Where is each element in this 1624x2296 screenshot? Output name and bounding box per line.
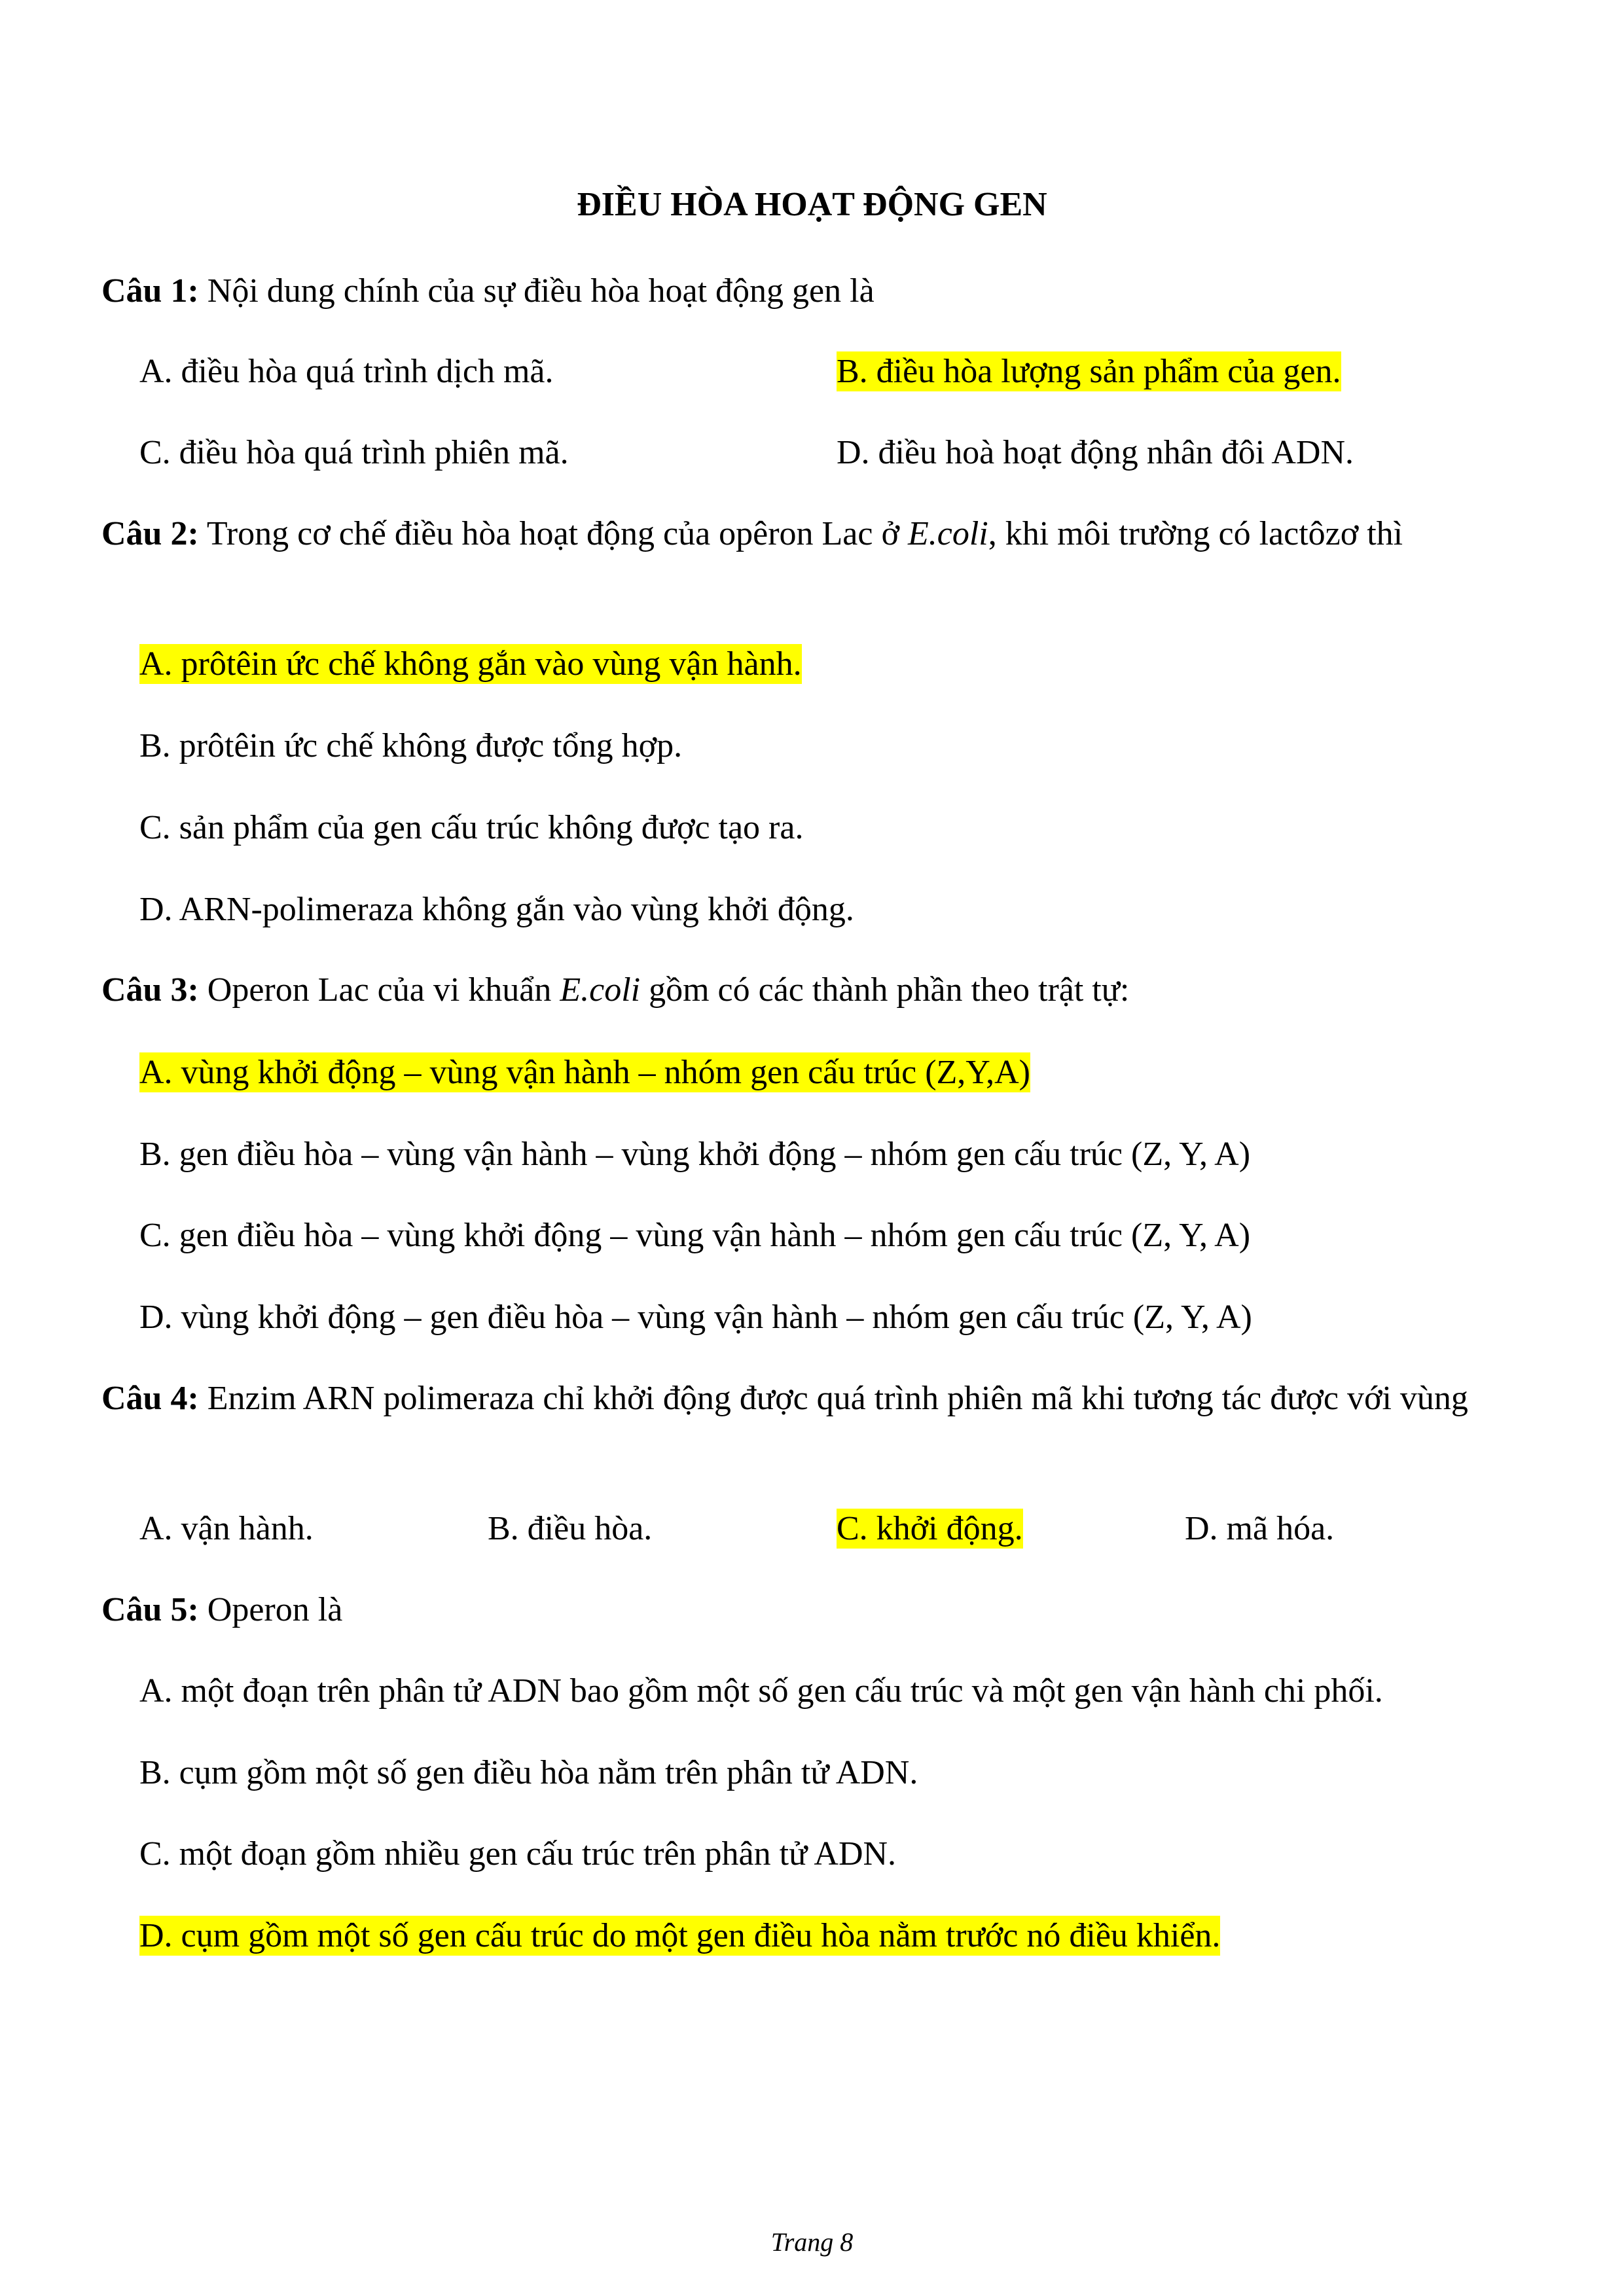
question-2-option-c: C. sản phẩm của gen cấu trúc không được tạo ra. <box>139 809 804 846</box>
question-3-option-a <box>139 1052 1030 1093</box>
question-3 <box>101 966 1561 1014</box>
question-5-text: Operon là <box>198 1591 343 1628</box>
question-3-italic: E.coli <box>560 971 641 1009</box>
question-4-option-b: B. điều hòa. <box>488 1510 653 1547</box>
question-2-text-before: Trong cơ chế điều hòa hoạt động của opêron Lac ở <box>198 515 908 552</box>
question-3-text-before: Operon Lac của vi khuẩn <box>198 971 560 1009</box>
answer-highlight: A. vùng khởi động – vùng vận hành – nhóm gen cấu trúc (Z,Y,A) <box>139 1054 1030 1091</box>
question-1-text: Nội dung chính của sự điều hòa hoạt động gen là <box>198 272 875 310</box>
question-2-italic: E.coli <box>907 515 988 552</box>
question-2-option-a <box>139 644 802 685</box>
answer-highlight: A. prôtêin ức chế không gắn vào vùng vận hành. <box>139 645 802 683</box>
question-2-label: Câu 2: <box>101 515 199 552</box>
question-1-option-d: D. điều hoà hoạt động nhân đôi ADN. <box>837 434 1354 471</box>
page-number: Trang 8 <box>770 2227 854 2257</box>
question-1-option-a: A. điều hòa quá trình dịch mã. <box>139 353 554 390</box>
question-4-label: Câu 4: <box>101 1380 199 1417</box>
question-2-option-b: B. prôtêin ức chế không được tổng hợp. <box>139 727 683 764</box>
question-1-option-c: C. điều hòa quá trình phiên mã. <box>139 434 569 471</box>
page-title: ĐIỀU HÒA HOẠT ĐỘNG GEN <box>577 186 1047 223</box>
question-2-option-d: D. ARN-polimeraza không gắn vào vùng khởi động. <box>139 891 854 928</box>
question-4-text: Enzim ARN polimeraza chỉ khởi động được quá trình phiên mã khi tương tác được với vùng <box>198 1380 1468 1417</box>
question-4-option-a: A. vận hành. <box>139 1510 314 1547</box>
question-3-label: Câu 3: <box>101 971 199 1009</box>
question-5-option-c: C. một đoạn gồm nhiều gen cấu trúc trên phân tử ADN. <box>139 1835 897 1873</box>
question-4-option-d: D. mã hóa. <box>1185 1510 1335 1547</box>
question-5 <box>101 1586 1561 1634</box>
question-4 <box>101 1374 1561 1423</box>
answer-highlight: C. khởi động. <box>837 1510 1023 1547</box>
question-4-option-c <box>837 1509 1023 1549</box>
question-1-label: Câu 1: <box>101 272 199 310</box>
question-3-text-after: gồm có các thành phần theo trật tự: <box>640 971 1130 1009</box>
question-5-label: Câu 5: <box>101 1591 199 1628</box>
question-5-option-b: B. cụm gồm một số gen điều hòa nằm trên phân tử ADN. <box>139 1754 918 1791</box>
question-5-option-a: A. một đoạn trên phân tử ADN bao gồm một số gen cấu trúc và một gen vận hành chi phối. <box>139 1672 1383 1710</box>
question-1-option-b <box>837 351 1341 392</box>
question-2-text-after: , khi môi trường có lactôzơ thì <box>988 515 1403 552</box>
question-2 <box>101 510 1561 558</box>
question-3-option-b: B. gen điều hòa – vùng vận hành – vùng khởi động – nhóm gen cấu trúc (Z, Y, A) <box>139 1136 1251 1173</box>
question-5-option-d <box>139 1916 1220 1956</box>
question-3-option-c: C. gen điều hòa – vùng khởi động – vùng vận hành – nhóm gen cấu trúc (Z, Y, A) <box>139 1217 1251 1254</box>
question-1 <box>101 267 1561 315</box>
answer-highlight: D. cụm gồm một số gen cấu trúc do một gen điều hòa nằm trước nó điều khiển. <box>139 1917 1221 1954</box>
question-3-option-d: D. vùng khởi động – gen điều hòa – vùng vận hành – nhóm gen cấu trúc (Z, Y, A) <box>139 1299 1252 1336</box>
answer-highlight: B. điều hòa lượng sản phẩm của gen. <box>837 353 1341 390</box>
